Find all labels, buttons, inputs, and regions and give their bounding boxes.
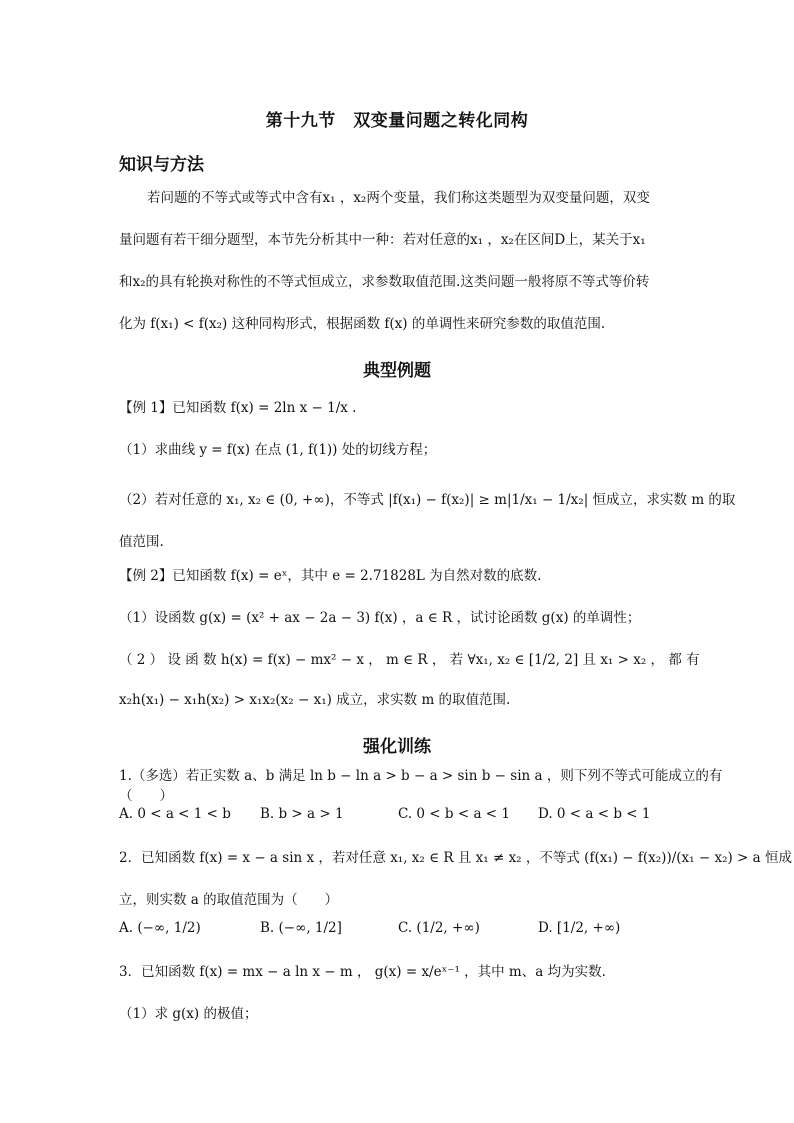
option-b: B. b > a > 1 [260,806,344,822]
practice-question-3: 3．已知函数 f(x) = mx − a ln x − m ， g(x) = x/eˣ⁻¹ ，其中 m、a 均为实数. [119,964,606,980]
section-heading-practice: 强化训练 [363,737,431,757]
practice-question-1-cont: （ ） [119,788,173,804]
practice-question-3-part-1: （1）求 g(x) 的极值； [119,1006,258,1022]
practice-question-2: 2．已知函数 f(x) = x − a sin x ，若对任意 x₁, x₂ ∈ R 且 x₁ ≠ x₂ ，不等式 (f(x₁) − f(x₂))/(x₁ − x₂) > a 恒成 [119,850,792,866]
option-b: B. (−∞, 1/2] [260,920,342,936]
example-1-question-2-cont: 值范围. [119,534,164,550]
paragraph-line: 化为 f(x₁) < f(x₂) 这种同构形式，根据函数 f(x) 的单调性来研究参数的取值范围. [119,316,606,332]
example-2-heading: 【例 2】已知函数 f(x) = eˣ，其中 e = 2.71828L 为自然对数的底数. [119,568,542,584]
example-1-question-1: （1）求曲线 y = f(x) 在点 (1, f(1)) 处的切线方程； [119,442,437,458]
section-heading-examples: 典型例题 [363,361,431,381]
example-1-heading: 【例 1】已知函数 f(x) = 2ln x − 1/x . [119,400,357,416]
paragraph-line: 若问题的不等式或等式中含有x₁ ，x₂两个变量，我们称这类题型为双变量问题，双变 [147,190,650,206]
paragraph-line: 和x₂的具有轮换对称性的不等式恒成立，求参数取值范围.这类问题一般将原不等式等价转 [119,274,650,290]
practice-question-1: 1.（多选）若正实数 a、b 满足 ln b − ln a > b − a > sin b − sin a ，则下列不等式可能成立的有 [119,768,723,784]
option-d: D. 0 < a < b < 1 [538,806,651,822]
option-a: A. 0 < a < 1 < b [119,806,231,822]
option-a: A. (−∞, 1/2) [119,920,201,936]
option-d: D. [1/2, +∞) [538,920,621,936]
example-2-question-2-cont: x₂h(x₁) − x₁h(x₂) > x₁x₂(x₂ − x₁) 成立，求实数 m 的取值范围. [119,692,511,708]
option-c: C. (1/2, +∞) [398,920,480,936]
example-2-question-2: （ 2 ） 设 函 数 h(x) = f(x) − mx² − x ， m ∈ R ， 若 ∀x₁, x₂ ∈ [1/2, 2] 且 x₁ > x₂ ， 都 有 [119,652,700,668]
page-title: 第十九节 双变量问题之转化同构 [265,111,529,131]
example-1-question-2: （2）若对任意的 x₁, x₂ ∈ (0, +∞)，不等式 |f(x₁) − f(x₂)| ≥ m|1/x₁ − 1/x₂| 恒成立，求实数 m 的取 [119,492,736,508]
option-c: C. 0 < b < a < 1 [398,806,510,822]
example-2-question-1: （1）设函数 g(x) = (x² + ax − 2a − 3) f(x) ，a ∈ R ，试讨论函数 g(x) 的单调性； [119,610,641,626]
practice-question-2-cont: 立，则实数 a 的取值范围为（ ） [119,892,339,908]
section-heading-knowledge: 知识与方法 [119,155,204,175]
paragraph-line: 量问题有若干细分题型，本节先分析其中一种：若对任意的x₁ ，x₂在区间D上，某关于x₁ [119,232,646,248]
